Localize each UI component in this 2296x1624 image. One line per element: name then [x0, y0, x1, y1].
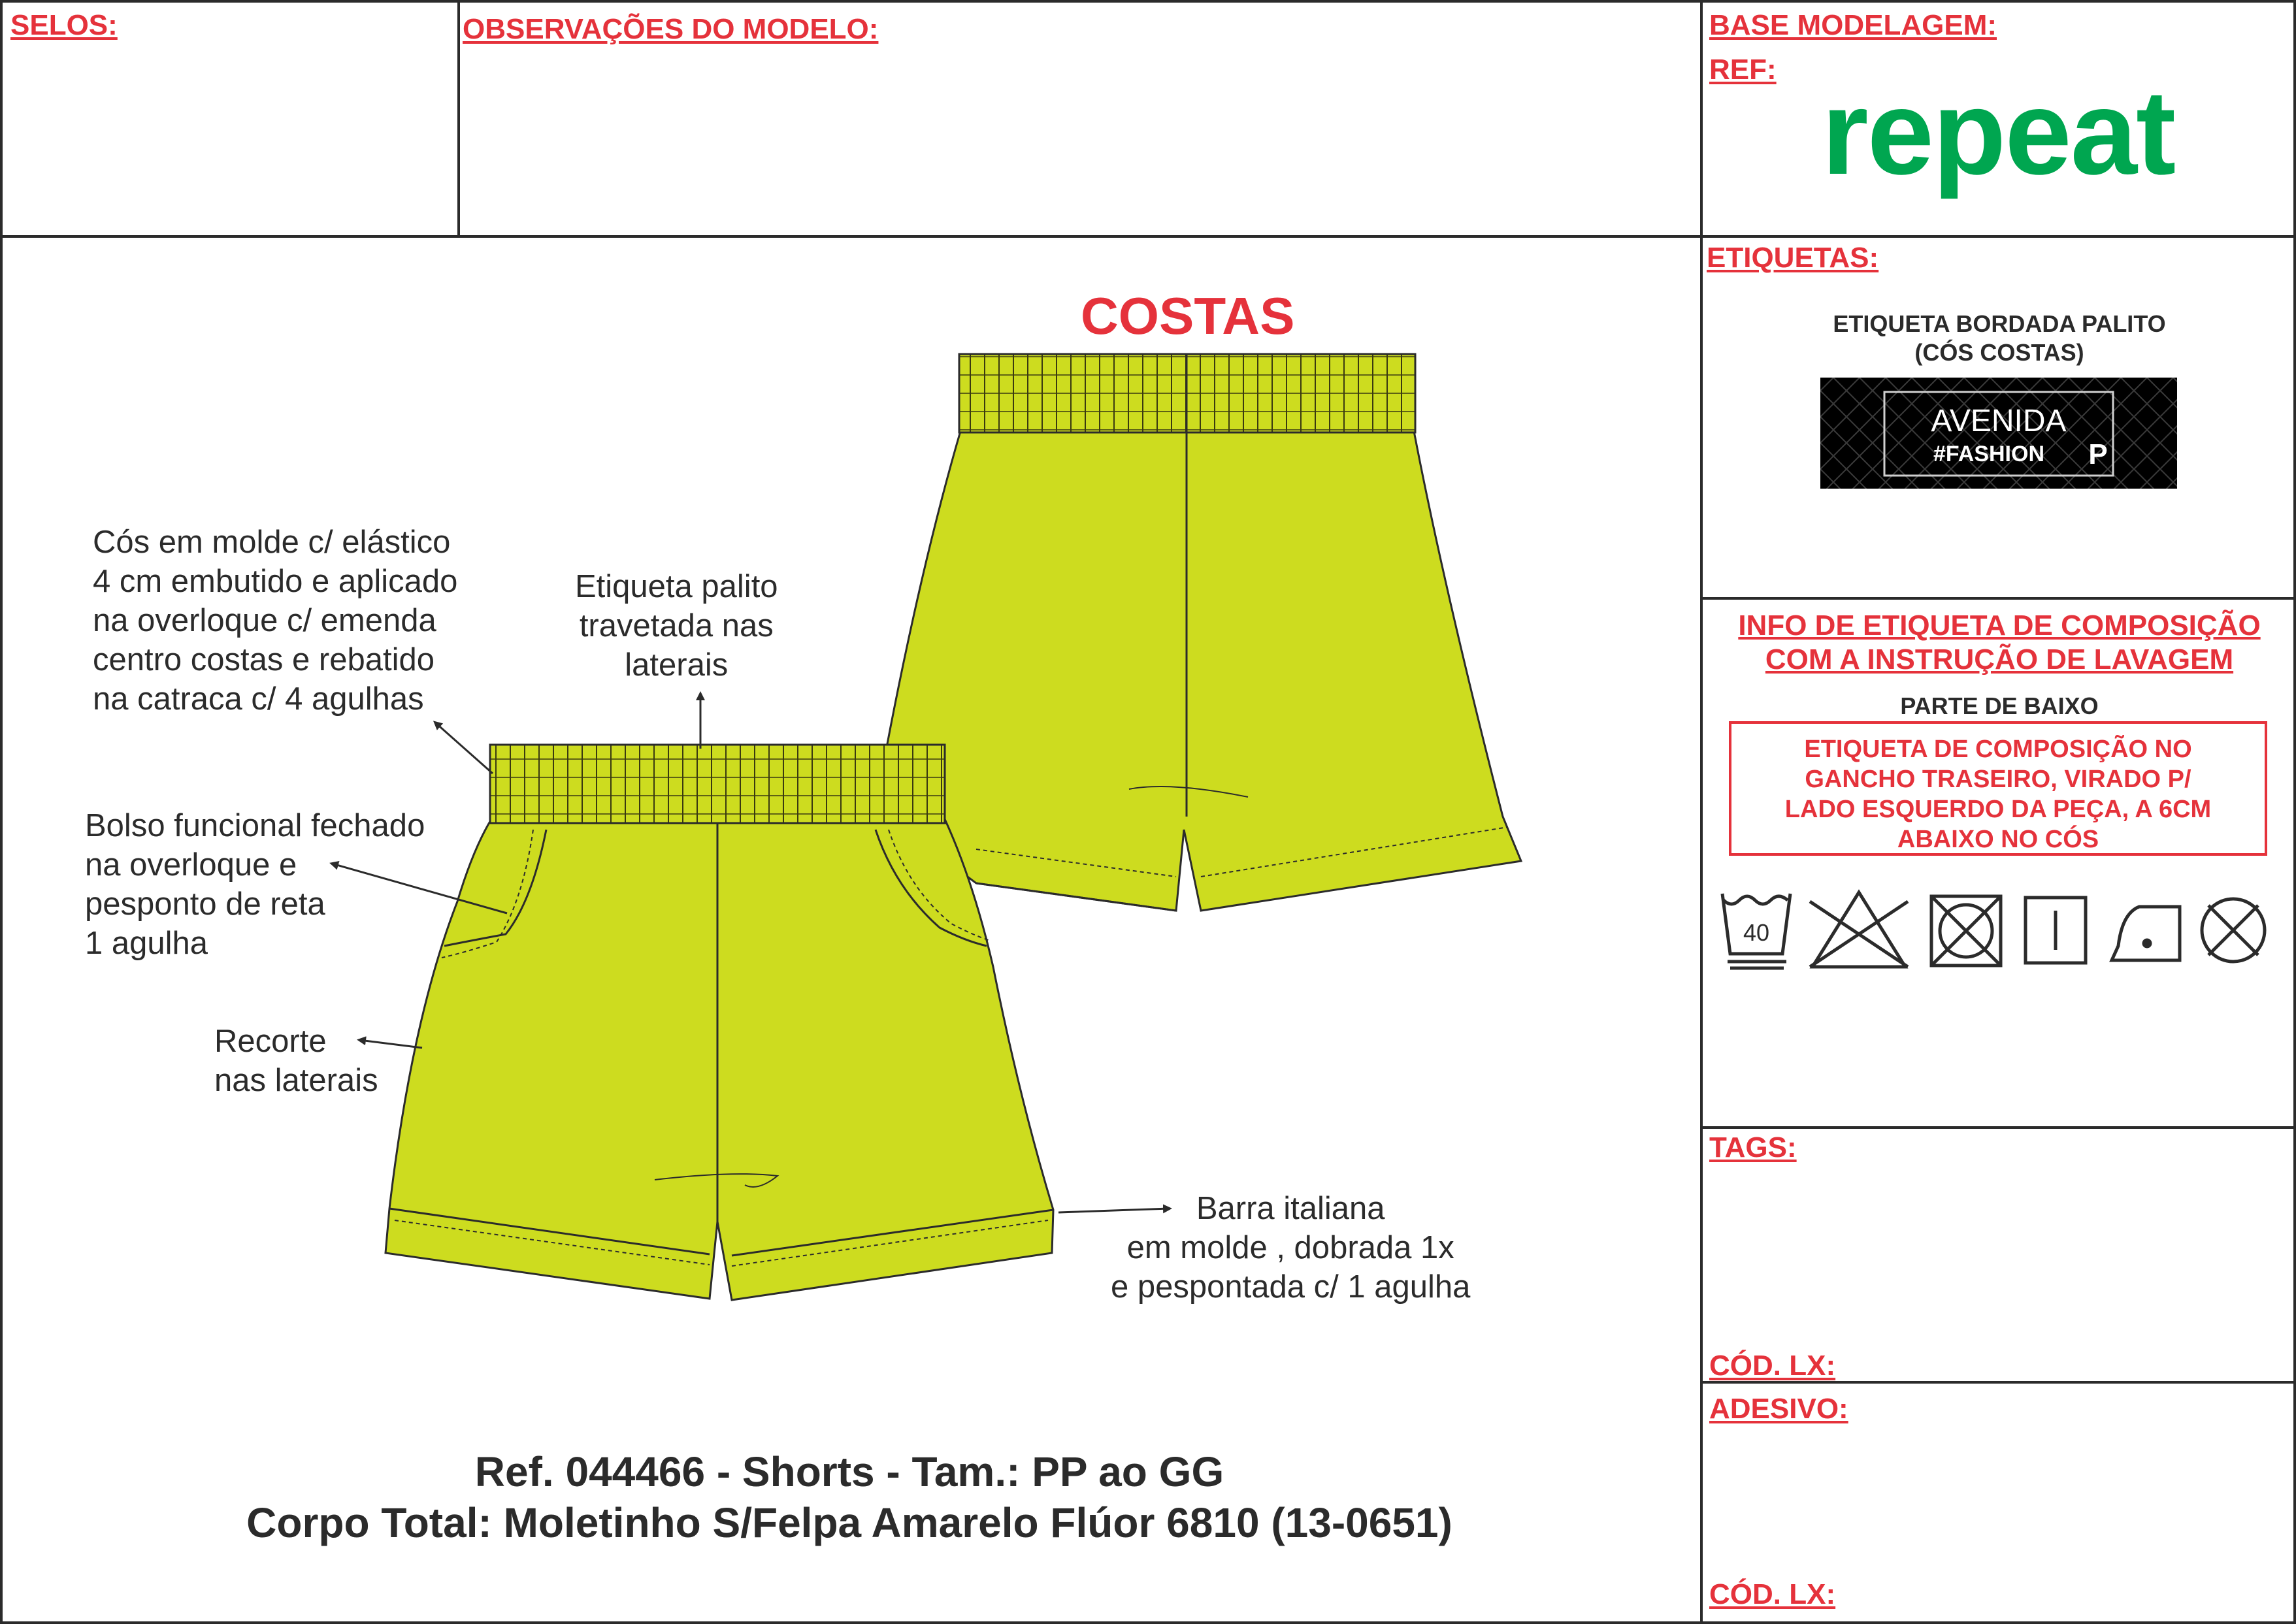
etiqueta-title: [1703, 310, 2296, 367]
care-symbols: [1718, 888, 2280, 973]
wash-40-icon: [1722, 894, 1790, 968]
note-etiqueta: Etiqueta palito travetada nas laterais: [575, 569, 778, 683]
footer-corpo-line: Corpo Total: Moletinho S/Felpa Amarelo Flúor 6810 (13-0651): [246, 1499, 1452, 1546]
selos-label: SELOS:: [10, 9, 118, 41]
note-bolso: Bolso funcional fechado na overloque e pesponto de reta 1 agulha: [85, 808, 425, 961]
no-bleach-icon: [1810, 892, 1908, 967]
composicao-title: [1703, 609, 2296, 677]
composicao-box-line3: LADO ESQUERDO DA PEÇA, A 6CM: [1784, 796, 2212, 823]
adesivo-label: ADESIVO:: [1709, 1393, 1848, 1425]
no-tumble-dry-icon: [1931, 896, 2001, 966]
label-pattern: [1820, 378, 2177, 489]
label-brand-text: AVENIDA: [1931, 404, 2067, 438]
composicao-box-line4: ABAIXO NO CÓS: [1897, 826, 2099, 853]
base-modelagem-label: BASE MODELAGEM:: [1709, 9, 1997, 41]
footer-description: [0, 1446, 1699, 1548]
composicao-instruction-box: [1729, 721, 2267, 856]
parte-de-baixo: PARTE DE BAIXO: [1900, 692, 2099, 719]
back-shorts-drawing: [876, 354, 1521, 911]
etiqueta-title-line2: (CÓS COSTAS): [1914, 339, 2084, 366]
tags-label: TAGS:: [1709, 1131, 1797, 1163]
composicao-box-line2: GANCHO TRASEIRO, VIRADO P/: [1805, 766, 2191, 793]
note-recorte: Recorte nas laterais: [214, 1024, 378, 1098]
etiqueta-title-line1: ETIQUETA BORDADA PALITO: [1833, 310, 2166, 337]
label-size-text: P: [2088, 438, 2108, 470]
brand-woven-label: [1820, 378, 2177, 489]
arrow-cos: [435, 723, 493, 773]
etiquetas-label: ETIQUETAS:: [1707, 242, 1879, 274]
note-cos: Cós em molde c/ elástico 4 cm embutido e aplicado na overloque c/ emenda centro costas e rebatido na catraca c/ 4 agulhas: [93, 525, 458, 717]
wash-temp-text: 40: [1743, 919, 1770, 946]
note-barra: Barra italiana em molde , dobrada 1x e pespontada c/ 1 agulha: [1111, 1191, 1471, 1305]
front-shorts-body: [385, 819, 1053, 1300]
tags-cod-label: CÓD. LX:: [1709, 1350, 1836, 1382]
back-shorts-body: [876, 431, 1521, 911]
right-divider-1: [1701, 235, 2296, 238]
no-dry-clean-icon: [2202, 899, 2265, 962]
right-divider-3: [1701, 1126, 2296, 1129]
iron-low-icon: [2112, 907, 2180, 960]
adesivo-cod-label: CÓD. LX:: [1709, 1578, 1836, 1610]
composicao-title-line2: COM A INSTRUÇÃO DE LAVAGEM: [1765, 643, 2234, 675]
costas-label: COSTAS: [1081, 287, 1295, 345]
composicao-box-line1: ETIQUETA DE COMPOSIÇÃO NO: [1804, 736, 2192, 763]
right-divider-2: [1701, 597, 2296, 600]
brand-logo: repeat: [1822, 65, 2175, 199]
label-fashion-text: #FASHION: [1933, 442, 2045, 466]
observacoes-label: OBSERVAÇÕES DO MODELO:: [463, 13, 879, 45]
line-dry-icon: [2025, 898, 2086, 963]
front-waistband: [490, 745, 945, 823]
composicao-title-line1: INFO DE ETIQUETA DE COMPOSIÇÃO: [1738, 609, 2261, 641]
footer-ref-line: Ref. 044466 - Shorts - Tam.: PP ao GG: [474, 1448, 1224, 1495]
ref-label: REF:: [1709, 54, 1777, 86]
